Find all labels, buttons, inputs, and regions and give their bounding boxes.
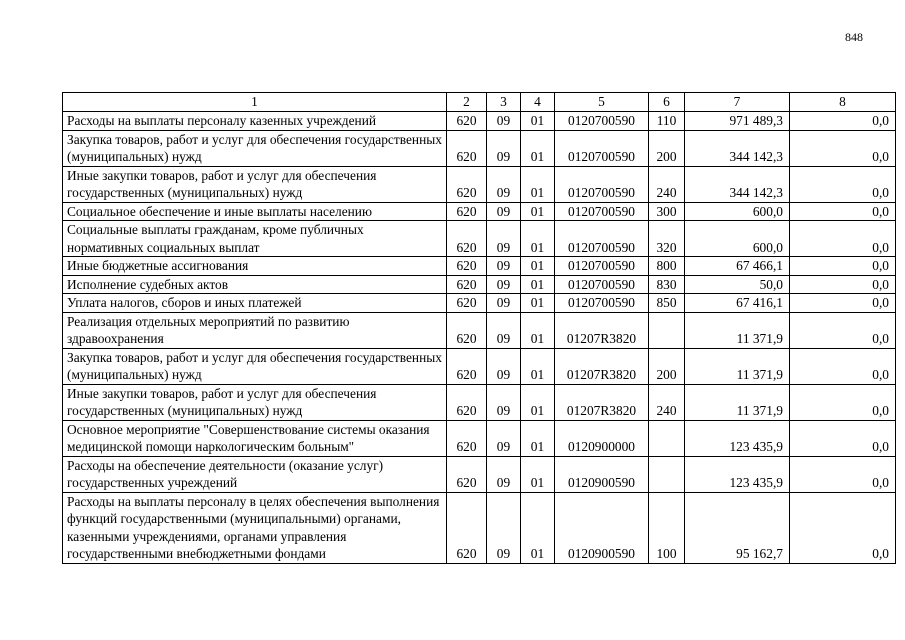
ministry-code-cell: 620 <box>447 202 487 221</box>
header-col-5: 5 <box>555 93 649 112</box>
header-col-4: 4 <box>521 93 555 112</box>
section-code-cell: 09 <box>487 275 521 294</box>
subsection-code-cell: 01 <box>521 130 555 166</box>
target-article-cell: 01207R3820 <box>555 312 649 348</box>
amount-change-cell: 0,0 <box>790 112 896 131</box>
section-code-cell: 09 <box>487 294 521 313</box>
subsection-code-cell: 01 <box>521 221 555 257</box>
subsection-code-cell: 01 <box>521 492 555 563</box>
target-article-cell: 01207R3820 <box>555 348 649 384</box>
expense-name-cell: Социальное обеспечение и иные выплаты населению <box>63 202 447 221</box>
expense-type-cell <box>649 456 685 492</box>
budget-table <box>62 92 896 564</box>
table-row <box>63 294 896 313</box>
ministry-code-cell: 620 <box>447 294 487 313</box>
section-code-cell: 09 <box>487 312 521 348</box>
expense-type-cell: 240 <box>649 166 685 202</box>
ministry-code-cell: 620 <box>447 275 487 294</box>
expense-type-cell: 830 <box>649 275 685 294</box>
amount-change-cell: 0,0 <box>790 294 896 313</box>
amount-change-cell: 0,0 <box>790 384 896 420</box>
expense-type-cell: 300 <box>649 202 685 221</box>
amount-cell: 123 435,9 <box>685 420 790 456</box>
amount-change-cell: 0,0 <box>790 130 896 166</box>
expense-name-cell: Социальные выплаты гражданам, кроме публичных нормативных социальных выплат <box>63 221 447 257</box>
ministry-code-cell: 620 <box>447 420 487 456</box>
amount-change-cell: 0,0 <box>790 492 896 563</box>
amount-change-cell: 0,0 <box>790 348 896 384</box>
amount-cell: 600,0 <box>685 221 790 257</box>
subsection-code-cell: 01 <box>521 420 555 456</box>
expense-name-cell: Расходы на выплаты персоналу казенных учреждений <box>63 112 447 131</box>
table-row <box>63 166 896 202</box>
amount-change-cell: 0,0 <box>790 420 896 456</box>
subsection-code-cell: 01 <box>521 348 555 384</box>
expense-name-cell: Иные закупки товаров, работ и услуг для обеспечения государственных (муниципальных) нужд <box>63 166 447 202</box>
amount-cell: 50,0 <box>685 275 790 294</box>
ministry-code-cell: 620 <box>447 112 487 131</box>
ministry-code-cell: 620 <box>447 221 487 257</box>
page-number: 848 <box>845 30 863 44</box>
table-row <box>63 275 896 294</box>
expense-type-cell: 800 <box>649 257 685 276</box>
expense-name-cell: Реализация отдельных мероприятий по развитию здравоохранения <box>63 312 447 348</box>
section-code-cell: 09 <box>487 221 521 257</box>
target-article-cell: 0120700590 <box>555 202 649 221</box>
expense-name-cell: Закупка товаров, работ и услуг для обеспечения государственных (муниципальных) нужд <box>63 130 447 166</box>
table-row <box>63 492 896 563</box>
amount-change-cell: 0,0 <box>790 456 896 492</box>
header-col-7: 7 <box>685 93 790 112</box>
section-code-cell: 09 <box>487 384 521 420</box>
target-article-cell: 0120700590 <box>555 275 649 294</box>
amount-change-cell: 0,0 <box>790 221 896 257</box>
expense-type-cell: 100 <box>649 492 685 563</box>
subsection-code-cell: 01 <box>521 312 555 348</box>
expense-name-cell: Закупка товаров, работ и услуг для обеспечения государственных (муниципальных) нужд <box>63 348 447 384</box>
section-code-cell: 09 <box>487 456 521 492</box>
ministry-code-cell: 620 <box>447 166 487 202</box>
header-col-6: 6 <box>649 93 685 112</box>
ministry-code-cell: 620 <box>447 456 487 492</box>
amount-change-cell: 0,0 <box>790 275 896 294</box>
section-code-cell: 09 <box>487 257 521 276</box>
table-row <box>63 348 896 384</box>
amount-cell: 67 466,1 <box>685 257 790 276</box>
table-row <box>63 312 896 348</box>
target-article-cell: 0120900000 <box>555 420 649 456</box>
table-row <box>63 202 896 221</box>
table-row <box>63 456 896 492</box>
subsection-code-cell: 01 <box>521 202 555 221</box>
amount-change-cell: 0,0 <box>790 312 896 348</box>
subsection-code-cell: 01 <box>521 257 555 276</box>
header-col-1: 1 <box>63 93 447 112</box>
ministry-code-cell: 620 <box>447 348 487 384</box>
header-col-8: 8 <box>790 93 896 112</box>
target-article-cell: 0120700590 <box>555 257 649 276</box>
subsection-code-cell: 01 <box>521 275 555 294</box>
amount-change-cell: 0,0 <box>790 166 896 202</box>
section-code-cell: 09 <box>487 420 521 456</box>
amount-cell: 344 142,3 <box>685 130 790 166</box>
target-article-cell: 0120700590 <box>555 294 649 313</box>
header-col-3: 3 <box>487 93 521 112</box>
expense-type-cell: 200 <box>649 348 685 384</box>
section-code-cell: 09 <box>487 130 521 166</box>
ministry-code-cell: 620 <box>447 492 487 563</box>
expense-name-cell: Иные бюджетные ассигнования <box>63 257 447 276</box>
amount-cell: 11 371,9 <box>685 312 790 348</box>
expense-name-cell: Исполнение судебных актов <box>63 275 447 294</box>
target-article-cell: 0120700590 <box>555 112 649 131</box>
amount-change-cell: 0,0 <box>790 257 896 276</box>
ministry-code-cell: 620 <box>447 257 487 276</box>
amount-cell: 123 435,9 <box>685 456 790 492</box>
expense-name-cell: Иные закупки товаров, работ и услуг для обеспечения государственных (муниципальных) нужд <box>63 384 447 420</box>
amount-cell: 600,0 <box>685 202 790 221</box>
expense-type-cell <box>649 420 685 456</box>
section-code-cell: 09 <box>487 202 521 221</box>
amount-cell: 971 489,3 <box>685 112 790 131</box>
target-article-cell: 0120700590 <box>555 221 649 257</box>
table-row <box>63 112 896 131</box>
section-code-cell: 09 <box>487 492 521 563</box>
amount-change-cell: 0,0 <box>790 202 896 221</box>
section-code-cell: 09 <box>487 348 521 384</box>
target-article-cell: 0120900590 <box>555 456 649 492</box>
expense-name-cell: Расходы на обеспечение деятельности (оказание услуг) государственных учреждений <box>63 456 447 492</box>
ministry-code-cell: 620 <box>447 312 487 348</box>
subsection-code-cell: 01 <box>521 456 555 492</box>
table-row <box>63 384 896 420</box>
expense-name-cell: Основное мероприятие "Совершенствование системы оказания медицинской помощи наркологическим больным" <box>63 420 447 456</box>
expense-type-cell <box>649 312 685 348</box>
expense-name-cell: Уплата налогов, сборов и иных платежей <box>63 294 447 313</box>
target-article-cell: 01207R3820 <box>555 384 649 420</box>
amount-cell: 11 371,9 <box>685 348 790 384</box>
header-col-2: 2 <box>447 93 487 112</box>
amount-cell: 11 371,9 <box>685 384 790 420</box>
expense-type-cell: 320 <box>649 221 685 257</box>
subsection-code-cell: 01 <box>521 384 555 420</box>
target-article-cell: 0120900590 <box>555 492 649 563</box>
expense-type-cell: 240 <box>649 384 685 420</box>
target-article-cell: 0120700590 <box>555 130 649 166</box>
expense-type-cell: 850 <box>649 294 685 313</box>
table-row <box>63 130 896 166</box>
subsection-code-cell: 01 <box>521 166 555 202</box>
amount-cell: 95 162,7 <box>685 492 790 563</box>
section-code-cell: 09 <box>487 112 521 131</box>
expense-type-cell: 200 <box>649 130 685 166</box>
subsection-code-cell: 01 <box>521 294 555 313</box>
table-row <box>63 221 896 257</box>
table-body <box>63 112 896 564</box>
table-row <box>63 257 896 276</box>
target-article-cell: 0120700590 <box>555 166 649 202</box>
table-header-row <box>63 93 896 112</box>
section-code-cell: 09 <box>487 166 521 202</box>
table-row <box>63 420 896 456</box>
ministry-code-cell: 620 <box>447 384 487 420</box>
expense-type-cell: 110 <box>649 112 685 131</box>
amount-cell: 67 416,1 <box>685 294 790 313</box>
expense-name-cell: Расходы на выплаты персоналу в целях обеспечения выполнения функций государственными (муниципальными) органами, казенными учреждениями, органами управления государственными внебюджетными фондами <box>63 492 447 563</box>
ministry-code-cell: 620 <box>447 130 487 166</box>
subsection-code-cell: 01 <box>521 112 555 131</box>
amount-cell: 344 142,3 <box>685 166 790 202</box>
